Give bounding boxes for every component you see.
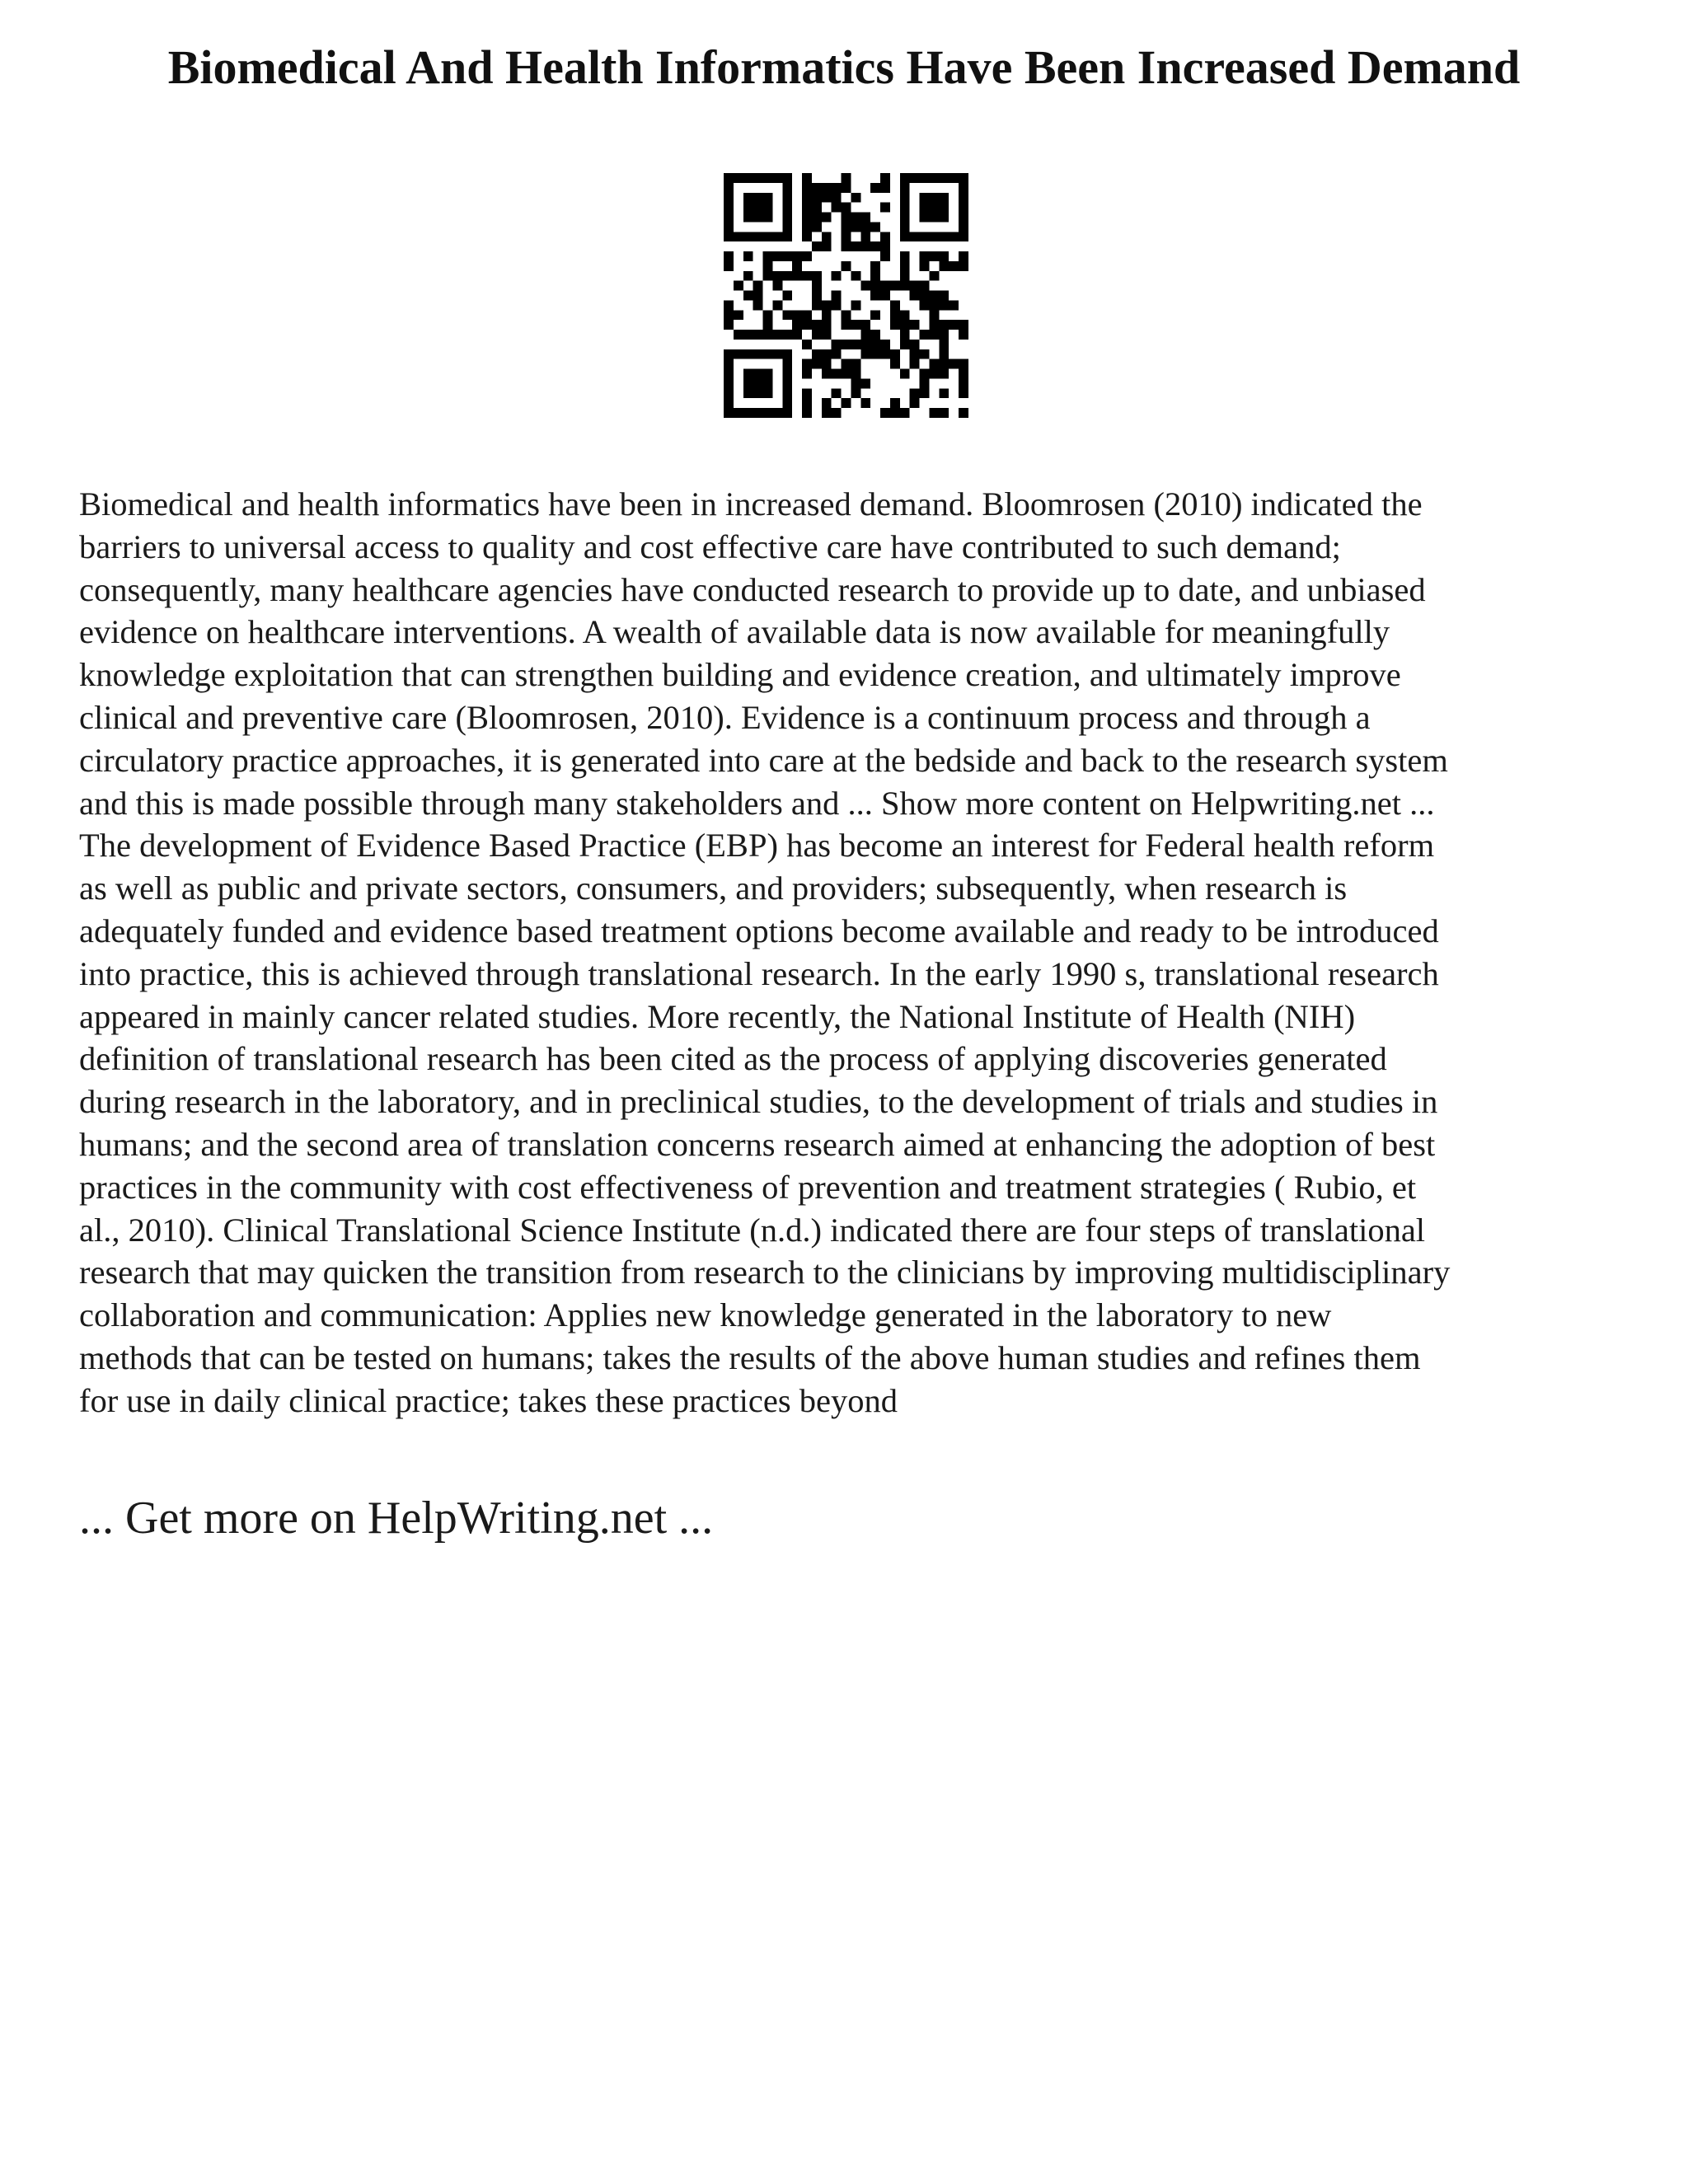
body-text-line: and this is made possible through many stakeholders and ... Show more content on Helpwriting.net ...: [79, 784, 1435, 822]
body-text-line: definition of translational research has been cited as the process of applying discoveries generated: [79, 1040, 1387, 1078]
qr-code-icon: [724, 173, 968, 418]
body-text-line: during research in the laboratory, and in preclinical studies, to the development of trials and studies in: [79, 1083, 1438, 1121]
body-text-line: methods that can be tested on humans; takes the results of the above human studies and refines them: [79, 1338, 1421, 1376]
body-text-line: practices in the community with cost effectiveness of prevention and treatment strategies ( Rubio, et: [79, 1168, 1417, 1206]
body-text-line: collaboration and communication: Applies new knowledge generated in the laboratory to new: [79, 1296, 1332, 1334]
body-text-line: humans; and the second area of translation concerns research aimed at enhancing the adoption of best: [79, 1125, 1436, 1163]
body-text-line: The development of Evidence Based Practice (EBP) has become an interest for Federal health reform: [79, 827, 1435, 865]
body-text-line: into practice, this is achieved through translational research. In the early 1990 s, translational research: [79, 954, 1439, 992]
body-text-line: al., 2010). Clinical Translational Science Institute (n.d.) indicated there are four steps of translational: [79, 1211, 1426, 1249]
body-text-line: evidence on healthcare interventions. A wealth of available data is now available for meaningfully: [79, 613, 1390, 651]
body-text-line: consequently, many healthcare agencies have conducted research to provide up to date, and unbiased: [79, 570, 1426, 608]
body-text-line: appeared in mainly cancer related studies. More recently, the National Institute of Health (NIH): [79, 997, 1356, 1035]
document-title: Biomedical And Health Informatics Have Been Increased Demand: [167, 40, 1521, 94]
body-text-line: barriers to universal access to quality and cost effective care have contributed to such demand;: [79, 527, 1341, 565]
body-text-line: Biomedical and health informatics have been in increased demand. Bloomrosen (2010) indicated the: [79, 485, 1423, 523]
body-text-line: knowledge exploitation that can strengthen building and evidence creation, and ultimately improve: [79, 656, 1401, 694]
body-text-line: clinical and preventive care (Bloomrosen, 2010). Evidence is a continuum process and through a: [79, 698, 1371, 736]
body-text-line: as well as public and private sectors, consumers, and providers; subsequently, when research is: [79, 869, 1348, 907]
body-text-line: for use in daily clinical practice; takes these practices beyond: [79, 1381, 898, 1419]
body-text-line: circulatory practice approaches, it is generated into care at the bedside and back to the research system: [79, 741, 1448, 779]
body-text-line: research that may quicken the transition from research to the clinicians by improving multidisciplinary: [79, 1254, 1451, 1291]
body-text-line: adequately funded and evidence based treatment options become available and ready to be introduced: [79, 912, 1439, 949]
body-text: [79, 483, 1620, 1422]
get-more-link[interactable]: ... Get more on HelpWriting.net ...: [79, 1493, 714, 1544]
